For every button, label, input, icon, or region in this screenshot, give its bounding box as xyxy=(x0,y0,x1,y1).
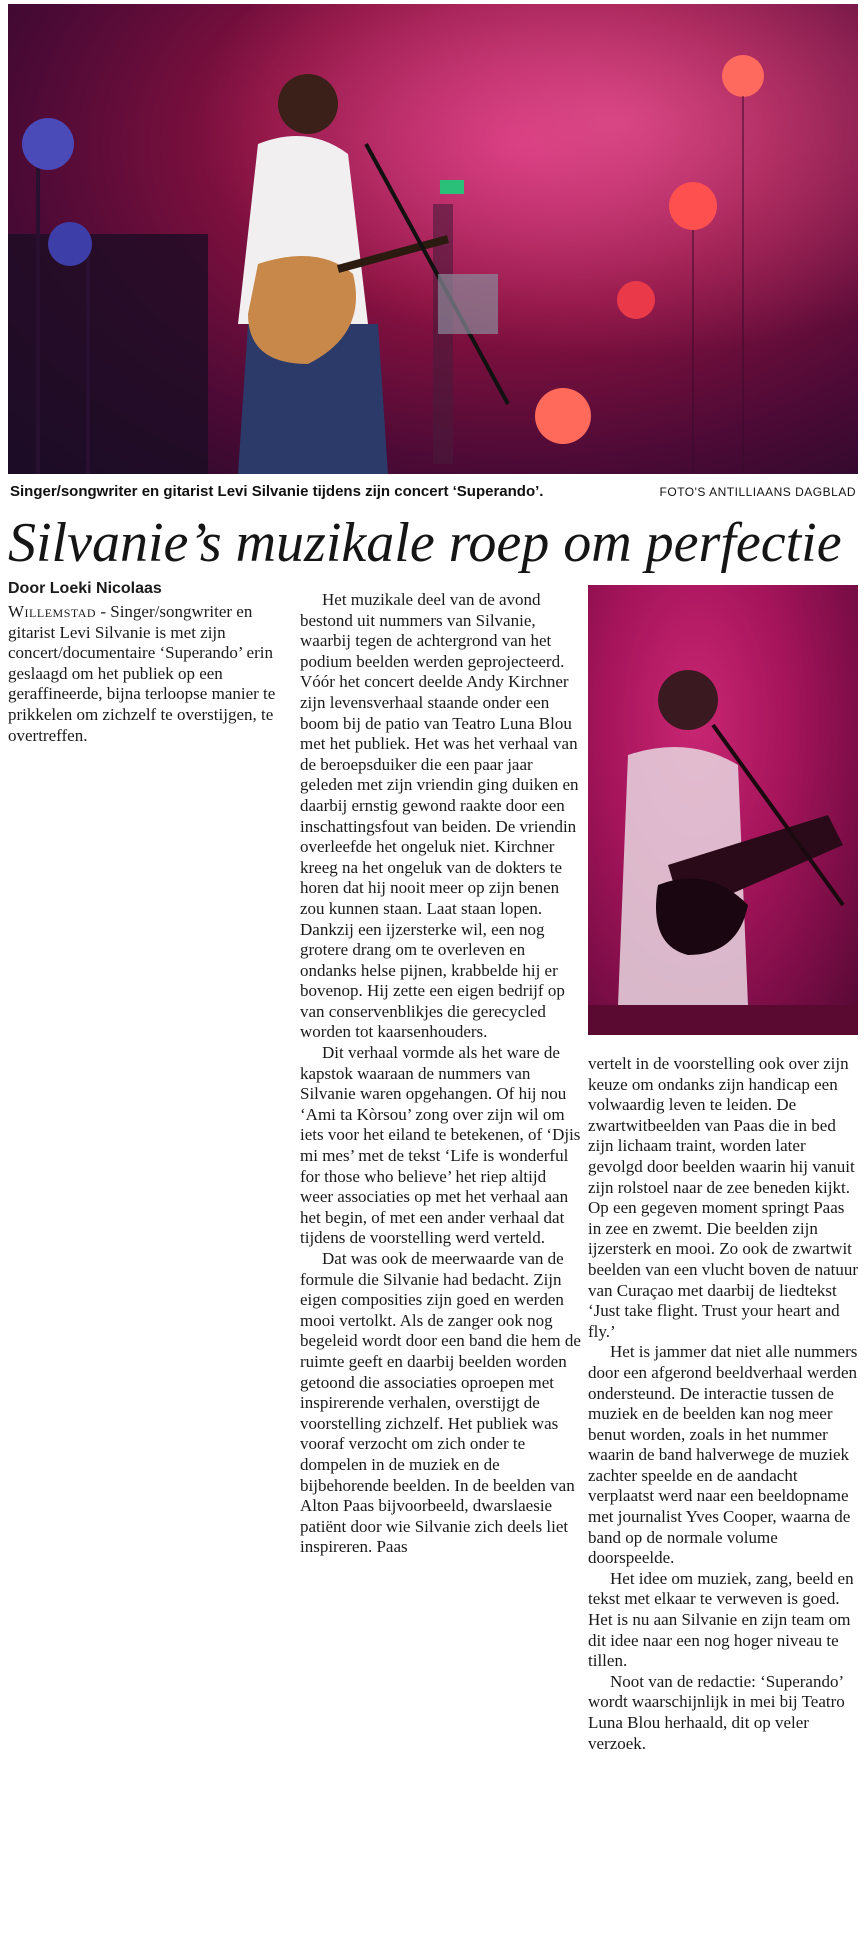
intro-paragraph xyxy=(8,602,286,746)
concert-photo xyxy=(8,4,858,474)
article-column-3 xyxy=(588,1054,860,1754)
photo-caption xyxy=(8,480,858,504)
article-column-1 xyxy=(8,602,286,746)
body-paragraph: Dat was ook de meerwaarde van de formule die Silvanie had bedacht. Zijn eigen composities zijn goed en werden mooi vertolkt. Als de zanger ook nog begeleid wordt door een band die hem de ruimte geeft en daarbij beelden worden getoond die associaties oproepen met inspirerende verhalen, overstijgt de voorstelling zichzelf. Het publiek was vooraf verzocht om zich onder te dompelen in de muziek en de bijbehorende beelden. In de beelden van Alton Paas bijvoorbeeld, dwarslaesie patiënt door wie Silvanie zich deels liet inspireren. Paas xyxy=(300,1249,581,1557)
body-paragraph: Het is jammer dat niet alle nummers door een afgerond beeldverhaal werden ondersteund. De interactie tussen de muziek en de beelden kan nog meer benut worden, zoals in het nummer waarin de band halverwege de muziek zachter speelde en de aandacht verplaatst werd naar een beeldopname met journalist Yves Cooper, waarna de band op de normale volume doorspeelde. xyxy=(588,1342,858,1568)
performer-photo xyxy=(588,585,858,1035)
body-paragraph: Het idee om muziek, zang, beeld en tekst met elkaar te verweven is goed. Het is nu aan Silvanie en zijn team om dit idee naar een nog hoger niveau te tillen. xyxy=(588,1568,854,1671)
photo-credit: FOTO'S ANTILLIAANS DAGBLAD xyxy=(659,485,856,499)
intro-text: - Singer/songwriter en gitarist Levi Silvanie is met zijn concert/documentaire ‘Superando’ erin geslaagd om het publiek op een geraffineerde, bijna terloopse manier te prikkelen om zichzelf te overstijgen, te overtreffen. xyxy=(8,602,276,745)
caption-text: Singer/songwriter en gitarist Levi Silvanie tijdens zijn concert ‘Superando’. xyxy=(10,483,544,500)
body-paragraph: Het muzikale deel van de avond bestond uit nummers van Silvanie, waarbij tegen de achtergrond van het podium beelden werden geprojecteerd. Vóór het concert deelde Andy Kirchner zijn levensverhaal staande onder een boom bij de patio van Teatro Luna Blou met het publiek. Het was het verhaal van de beroepsduiker die een paar jaar geleden met zijn vriendin ging duiken en daarbij ernstig gewond raakte door een inschattingsfout van beiden. De vriendin overleefde het ongeluk niet. Kirchner kreeg na het ongeluk van de dokters te horen dat hij nooit meer op zijn benen zou kunnen staan. Laat staan lopen. Dankzij een ijzersterke wil, een nog grotere drang om te overleven en ondanks helse pijnen, krabbelde hij er bovenop. Hij zette een eigen bedrijf op van conservenblikjes die gerecycled worden tot kaarsenhouders. xyxy=(300,590,579,1042)
body-paragraph: Noot van de redactie: ‘Superando’ wordt waarschijnlijk in mei bij Teatro Luna Blou herhaald, dit op veler verzoek. xyxy=(588,1671,845,1753)
article-column-2 xyxy=(300,590,582,1558)
byline: Door Loeki Nicolaas xyxy=(8,580,162,597)
body-paragraph: vertelt in de voorstelling ook over zijn keuze om ondanks zijn handicap een volwaardig leven te leiden. De zwartwitbeelden van Paas die in bed zijn lichaam traint, worden later gevolgd door beelden waarin hij vanuit zijn rolstoel naar de zee beneden kijkt. Op een gegeven moment springt Paas in zee en zwemt. Die beelden zijn ijzersterk en mooi. Zo ook de zwartwit beelden van een vlucht boven de natuur van Curaçao met daarbij de liedtekst ‘Just take flight. Trust your heart and fly.’ xyxy=(588,1054,859,1341)
dateline: Willemstad xyxy=(8,602,97,621)
headline: Silvanie’s muzikale roep om perfectie xyxy=(8,512,842,574)
body-paragraph: Dit verhaal vormde als het ware de kapstok waaraan de nummers van Silvanie waren opgehangen. Of hij nou ‘Ami ta Kòrsou’ zong over zijn wil om iets voor het eiland te betekenen, of ‘Djis mi mes’ met de tekst ‘Life is wonderful for those who believe’ het riep altijd weer associaties op met het verhaal aan het begin, of met een ander verhaal dat tijdens de voorstelling werd verteld. xyxy=(300,1043,581,1248)
